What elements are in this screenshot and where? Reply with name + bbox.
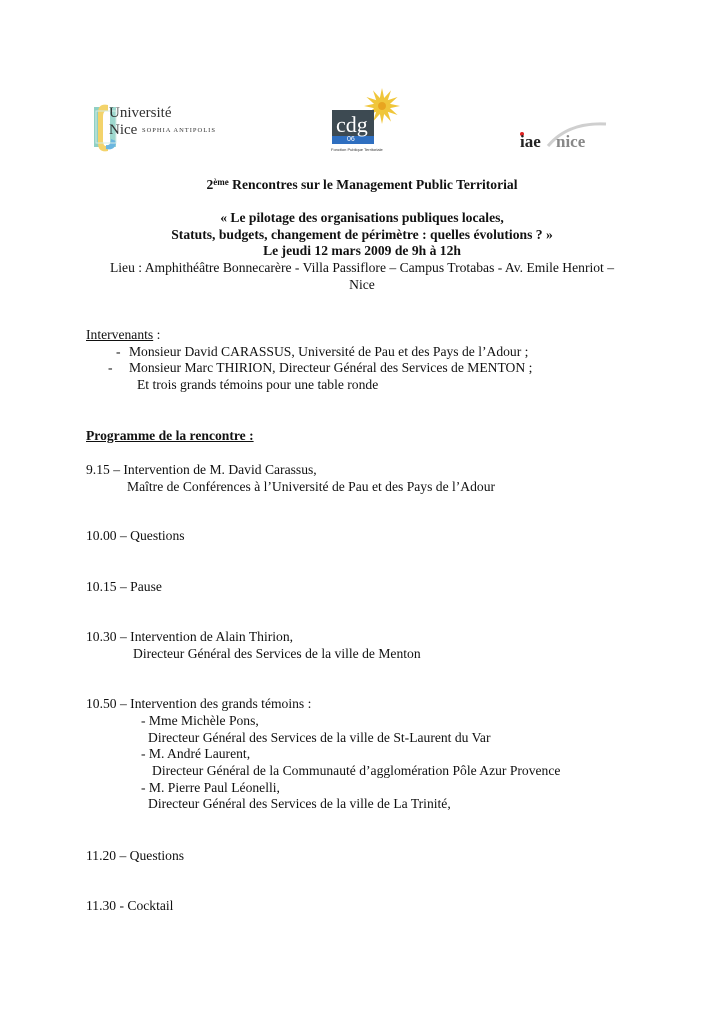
title-superscript: ème [213,177,229,187]
title-rest: Rencontres sur le Management Public Territorial [228,177,518,192]
programme-entry: 11.20 – Questions [86,848,185,863]
intervenants-extra: Et trois grands témoins pour une table ronde [137,377,379,392]
title-ordinal: 2 [206,177,214,192]
cdg06-logo [330,88,405,160]
witness-role: Directeur Général des Services de la ville de La Trinité, [148,796,451,811]
intervenant-text: Monsieur Marc THIRION, Directeur Général des Services de MENTON ; [128,360,533,375]
witness-name: - M. Pierre Paul Léonelli, [141,780,280,795]
logo-universite-line3: SOPHIA ANTIPOLIS [142,127,216,134]
programme-entry: 10.30 – Intervention de Alain Thirion, [86,629,294,644]
logo-cdg-caption: Fonction Publique Territoriale [331,147,383,152]
programme-entry: 10.15 – Pause [86,579,162,594]
list-dash: - [116,344,121,359]
list-dash: - [108,360,113,375]
intervenant-item [108,359,532,376]
intervenants-heading-suffix: : [153,327,161,342]
intervenant-text: Monsieur David CARASSUS, Université de Pau et des Pays de l’Adour ; [128,344,529,359]
logo-cdg-text: cdg [336,112,368,137]
document-title [0,176,724,193]
quote-line-1: « Le pilotage des organisations publiques locales, [220,210,504,225]
iae-nice-logo [518,120,608,154]
programme-entry: 11.30 - Cocktail [86,898,174,913]
programme-entry: 10.50 – Intervention des grands témoins : [86,696,312,711]
logo-iae-part1: iae [520,132,541,151]
witness-name: - Mme Michèle Pons, [141,713,259,728]
intervenants-heading [86,326,160,343]
quote-line-2: Statuts, budgets, changement de périmètre : quelles évolutions ? » [171,227,553,242]
programme-entry-sub: Maître de Conférences à l’Université de Pau et des Pays de l’Adour [127,479,496,494]
date-line: Le jeudi 12 mars 2009 de 9h à 12h [263,243,461,258]
programme-entry: 10.00 – Questions [86,528,185,543]
programme-entry-sub: Directeur Général des Services de la ville de Menton [133,646,421,661]
witness-role: Directeur Général de la Communauté d’agglomération Pôle Azur Provence [152,763,561,778]
witness-role: Directeur Général des Services de la ville de St-Laurent du Var [148,730,491,745]
logo-cdg-number: 06 [347,136,355,143]
universite-nice-logo [94,101,214,153]
programme-heading: Programme de la rencontre : [86,428,254,443]
witness-name: - M. André Laurent, [141,746,251,761]
intervenants-heading-text: Intervenants [86,327,154,342]
lieu-line-2: Nice [349,277,375,292]
logo-universite-line1: Université [109,105,172,121]
intervenant-item [116,343,528,360]
programme-entry: 9.15 – Intervention de M. David Carassus, [86,462,317,477]
logo-universite-line2: Nice [109,122,138,138]
lieu-line: Lieu : Amphithéâtre Bonnecarère - Villa Passiflore – Campus Trotabas - Av. Emile Henriot – [109,260,615,275]
logo-iae-part2: nice [556,132,586,151]
